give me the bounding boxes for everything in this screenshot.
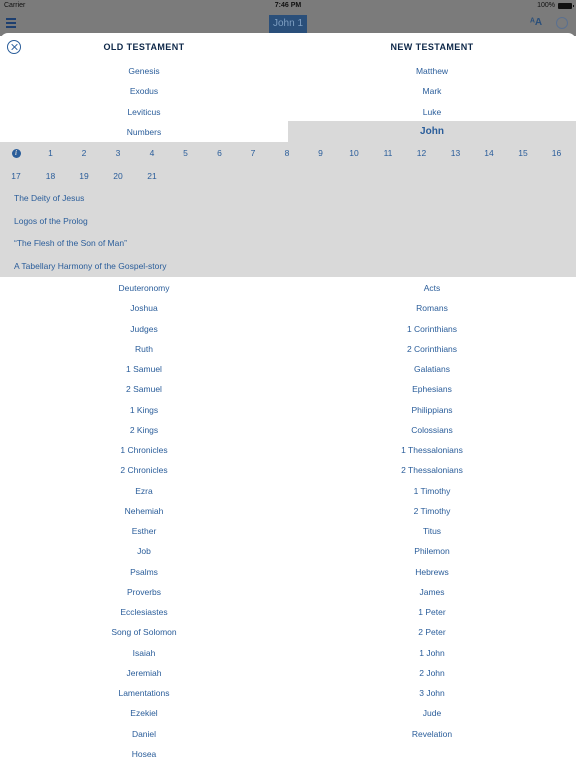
chapter-number[interactable]: 16 xyxy=(551,148,562,158)
book-item[interactable]: Esther xyxy=(131,526,157,536)
book-item[interactable]: Jude xyxy=(422,708,442,719)
book-item[interactable]: Numbers xyxy=(126,126,162,137)
chapter-number[interactable]: 19 xyxy=(79,170,89,181)
book-item[interactable]: James xyxy=(419,586,445,597)
chapter-number[interactable]: 1 xyxy=(48,148,53,158)
circle-icon[interactable] xyxy=(556,17,568,29)
book-item[interactable]: Ephesians xyxy=(412,384,452,395)
chapter-number[interactable]: 5 xyxy=(183,148,188,158)
topic-link[interactable]: “The Flesh of the Son of Man” xyxy=(14,238,127,248)
book-item[interactable]: 2 John xyxy=(419,667,445,678)
chapter-number[interactable]: 18 xyxy=(45,170,56,181)
book-item[interactable]: Revelation xyxy=(411,728,453,739)
font-size-icon[interactable]: ᴬA xyxy=(530,17,543,28)
chapter-number[interactable]: 21 xyxy=(147,170,157,181)
chapter-number[interactable]: 12 xyxy=(416,148,427,158)
book-item[interactable]: Ecclesiastes xyxy=(120,607,168,617)
book-item[interactable]: Acts xyxy=(423,283,441,293)
book-item[interactable]: Daniel xyxy=(131,728,157,739)
chapter-number[interactable]: 3 xyxy=(115,148,121,158)
topic-link[interactable]: The Deity of Jesus xyxy=(14,193,85,203)
battery-icon xyxy=(558,3,572,9)
book-item[interactable]: Leviticus xyxy=(127,106,161,117)
book-item[interactable]: 2 Kings xyxy=(129,424,159,435)
chapter-number[interactable]: 9 xyxy=(318,148,323,158)
chapter-number[interactable]: 8 xyxy=(284,148,290,158)
book-item[interactable]: 2 Thessalonians xyxy=(401,465,463,476)
book-item[interactable]: 2 Samuel xyxy=(126,384,162,395)
hamburger-icon[interactable] xyxy=(6,18,16,28)
book-item[interactable]: Nehemiah xyxy=(124,505,164,516)
topic-link[interactable]: Logos of the Prolog xyxy=(14,215,88,226)
chapter-number[interactable]: 11 xyxy=(383,148,393,158)
selected-book[interactable]: John xyxy=(288,121,576,142)
book-item[interactable]: 2 Peter xyxy=(418,627,446,638)
book-item[interactable]: Luke xyxy=(422,106,442,117)
old-testament-heading: OLD TESTAMENT xyxy=(103,42,185,52)
book-item[interactable]: Proverbs xyxy=(126,586,161,597)
chapter-number[interactable]: 14 xyxy=(484,148,494,158)
book-picker-sheet xyxy=(0,33,576,768)
book-item[interactable]: Hosea xyxy=(131,748,157,759)
book-item[interactable]: Exodus xyxy=(129,86,159,97)
battery-percent: 100% xyxy=(537,2,555,9)
book-item[interactable]: Philemon xyxy=(414,546,450,557)
book-item[interactable]: 3 John xyxy=(419,688,445,698)
book-item[interactable]: 2 Timothy xyxy=(413,505,451,516)
chapter-row xyxy=(0,142,576,164)
book-item[interactable]: Song of Solomon xyxy=(111,627,177,638)
book-item[interactable]: 1 Timothy xyxy=(413,485,451,496)
status-time: 7:46 PM xyxy=(274,2,302,9)
book-item[interactable]: Mark xyxy=(422,86,442,97)
book-item[interactable]: Judges xyxy=(130,323,158,334)
book-item[interactable]: Titus xyxy=(422,526,442,536)
chapter-number[interactable]: 4 xyxy=(149,148,155,158)
chapter-number[interactable]: 15 xyxy=(518,148,528,158)
chapter-number[interactable]: 7 xyxy=(250,148,256,158)
book-item[interactable]: 1 Thessalonians xyxy=(401,445,463,455)
book-item[interactable]: Romans xyxy=(416,303,448,314)
book-item[interactable]: Job xyxy=(137,546,151,557)
book-item[interactable]: Ezekiel xyxy=(130,708,158,719)
book-item[interactable]: 2 Chronicles xyxy=(120,465,168,476)
chapter-panel xyxy=(0,142,576,277)
chapter-number[interactable]: 2 xyxy=(81,148,87,158)
book-item[interactable]: Jeremiah xyxy=(126,667,162,678)
chapter-number[interactable]: 17 xyxy=(11,170,21,181)
new-testament-heading: NEW TESTAMENT xyxy=(390,42,474,52)
book-item[interactable]: 1 Corinthians xyxy=(406,323,458,334)
book-item[interactable]: 1 Kings xyxy=(129,404,159,415)
book-item[interactable]: Ruth xyxy=(135,343,153,354)
book-item[interactable]: 2 Corinthians xyxy=(406,343,458,354)
book-item[interactable]: Ezra xyxy=(135,485,153,496)
current-passage-button[interactable]: John 1 xyxy=(269,15,307,33)
chapter-number[interactable]: 20 xyxy=(113,170,123,181)
chapter-number[interactable]: 6 xyxy=(217,148,222,158)
book-item[interactable]: 1 Samuel xyxy=(126,364,162,374)
chapter-number[interactable]: 13 xyxy=(450,148,461,158)
book-item[interactable]: 1 Chronicles xyxy=(120,445,168,455)
chapter-row xyxy=(0,165,576,187)
book-item[interactable]: 1 Peter xyxy=(418,607,446,617)
info-icon[interactable]: i xyxy=(12,149,21,158)
chapter-number[interactable]: 10 xyxy=(349,148,359,158)
battery-indicator xyxy=(537,2,572,9)
carrier-label: Carrier xyxy=(4,2,26,9)
book-item[interactable]: Colossians xyxy=(411,424,453,435)
topic-link[interactable]: A Tabellary Harmony of the Gospel-story xyxy=(14,260,167,271)
book-item[interactable]: Philippians xyxy=(411,404,453,415)
book-item[interactable]: Joshua xyxy=(130,303,158,314)
book-item[interactable]: Isaiah xyxy=(132,647,156,658)
book-item[interactable]: Genesis xyxy=(128,66,160,76)
status-bar xyxy=(0,0,576,12)
book-item[interactable]: Matthew xyxy=(415,66,449,76)
book-item[interactable]: 1 John xyxy=(419,647,445,658)
book-item[interactable]: Lamentations xyxy=(118,688,170,698)
book-item[interactable]: Galatians xyxy=(414,364,450,374)
book-item[interactable]: Deuteronomy xyxy=(118,283,170,293)
book-item[interactable]: Hebrews xyxy=(415,566,449,577)
book-item[interactable]: Psalms xyxy=(130,566,158,577)
